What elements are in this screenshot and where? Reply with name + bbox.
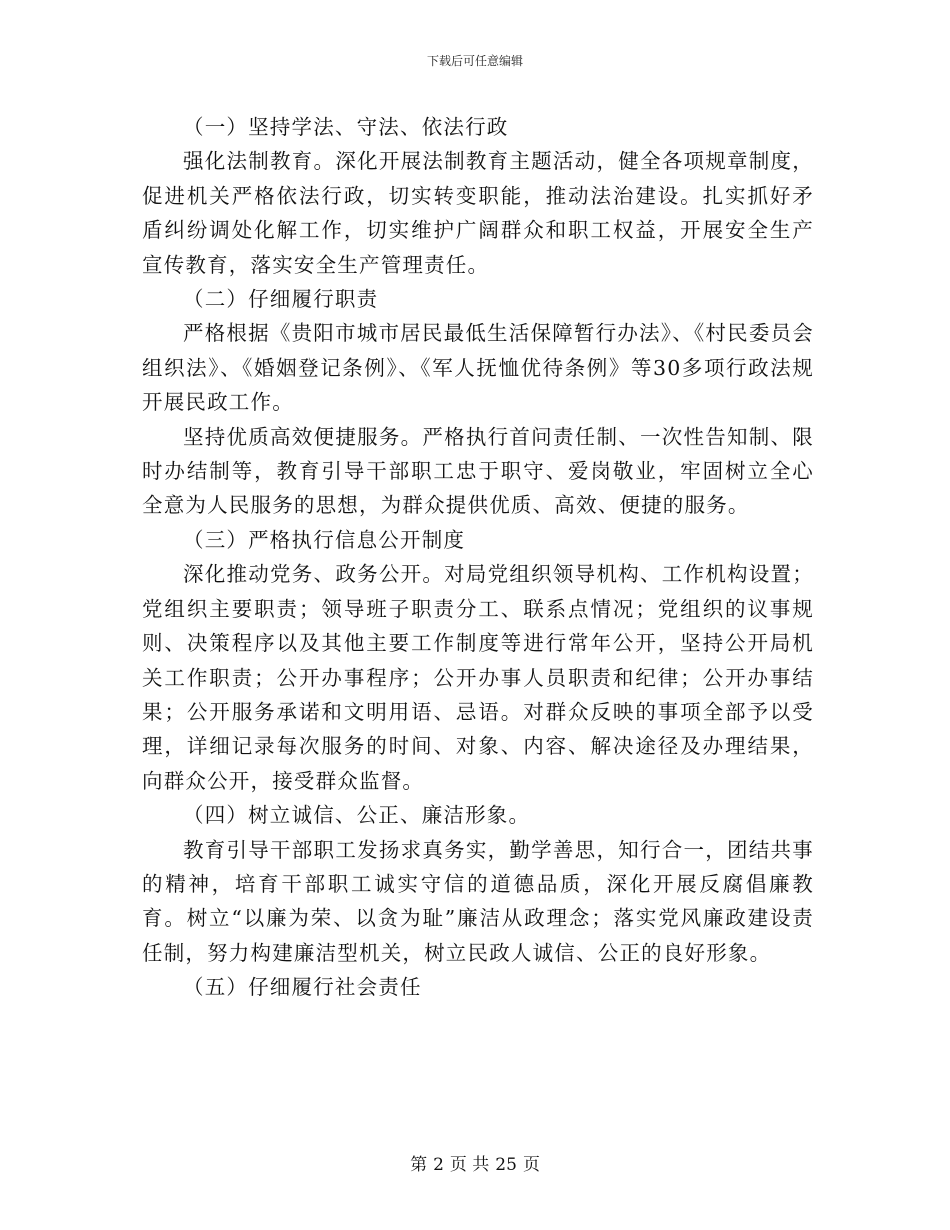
section-heading-5: （五）仔细履行社会责任 (183, 975, 422, 1000)
section-heading-2: （二）仔细履行职责 (183, 287, 379, 312)
body-paragraph: 严格根据《贵阳市城市居民最低生活保障暂行办法》、《村民委员会组织法》、《婚姻登记条例》、《军人抚恤优待条例》等30多项行政法规开展民政工作。 (142, 321, 814, 415)
document-body (142, 110, 814, 1005)
footer-prefix: 第 (410, 1155, 428, 1175)
body-paragraph: 深化推动党务、政务公开。对局党组织领导机构、工作机构设置；党组织主要职责；领导班子职责分工、联系点情况；党组织的议事规则、决策程序以及其他主要工作制度等进行常年公开，坚持公开局机关工作职责；公开办事程序；公开办事人员职责和纪律；公开办事结果；公开服务承诺和文明用语、忌语。对群众反映的事项全部予以受理，详细记录每次服务的时间、对象、内容、解决途径及办理结果，向群众公开，接受群众监督。 (142, 562, 814, 793)
body-paragraph: 坚持优质高效便捷服务。严格执行首问责任制、一次性告知制、限时办结制等，教育引导干部职工忠于职守、爱岗敬业，牢固树立全心全意为人民服务的思想，为群众提供优质、高效、便捷的服务。 (142, 424, 814, 518)
section-heading-3: （三）严格执行信息公开制度 (183, 527, 466, 552)
page-number-footer (0, 1154, 950, 1176)
footer-current-page: 2 (433, 1155, 444, 1175)
page-header-note: 下载后可任意编辑 (426, 54, 523, 68)
section-heading-1: （一）坚持学法、守法、依法行政 (183, 115, 509, 139)
footer-suffix: 页 (522, 1155, 540, 1175)
body-paragraph: 教育引导干部职工发扬求真务实，勤学善思，知行合一，团结共事的精神，培育干部职工诚实守信的道德品质，深化开展反腐倡廉教育。树立“以廉为荣、以贪为耻”廉洁从政理念；落实党风廉政建设责任制，努力构建廉洁型机关，树立民政人诚信、公正的良好形象。 (142, 837, 814, 965)
body-paragraph: 强化法制教育。深化开展法制教育主题活动，健全各项规章制度，促进机关严格依法行政，切实转变职能，推动法治建设。扎实抓好矛盾纠纷调处化解工作，切实维护广阔群众和职工权益，开展安全生产宣传教育，落实安全生产管理责任。 (142, 149, 814, 277)
footer-middle: 页 共 (449, 1155, 490, 1175)
footer-total-pages: 25 (495, 1155, 517, 1175)
section-heading-4: （四）树立诚信、公正、廉洁形象。 (183, 803, 531, 828)
